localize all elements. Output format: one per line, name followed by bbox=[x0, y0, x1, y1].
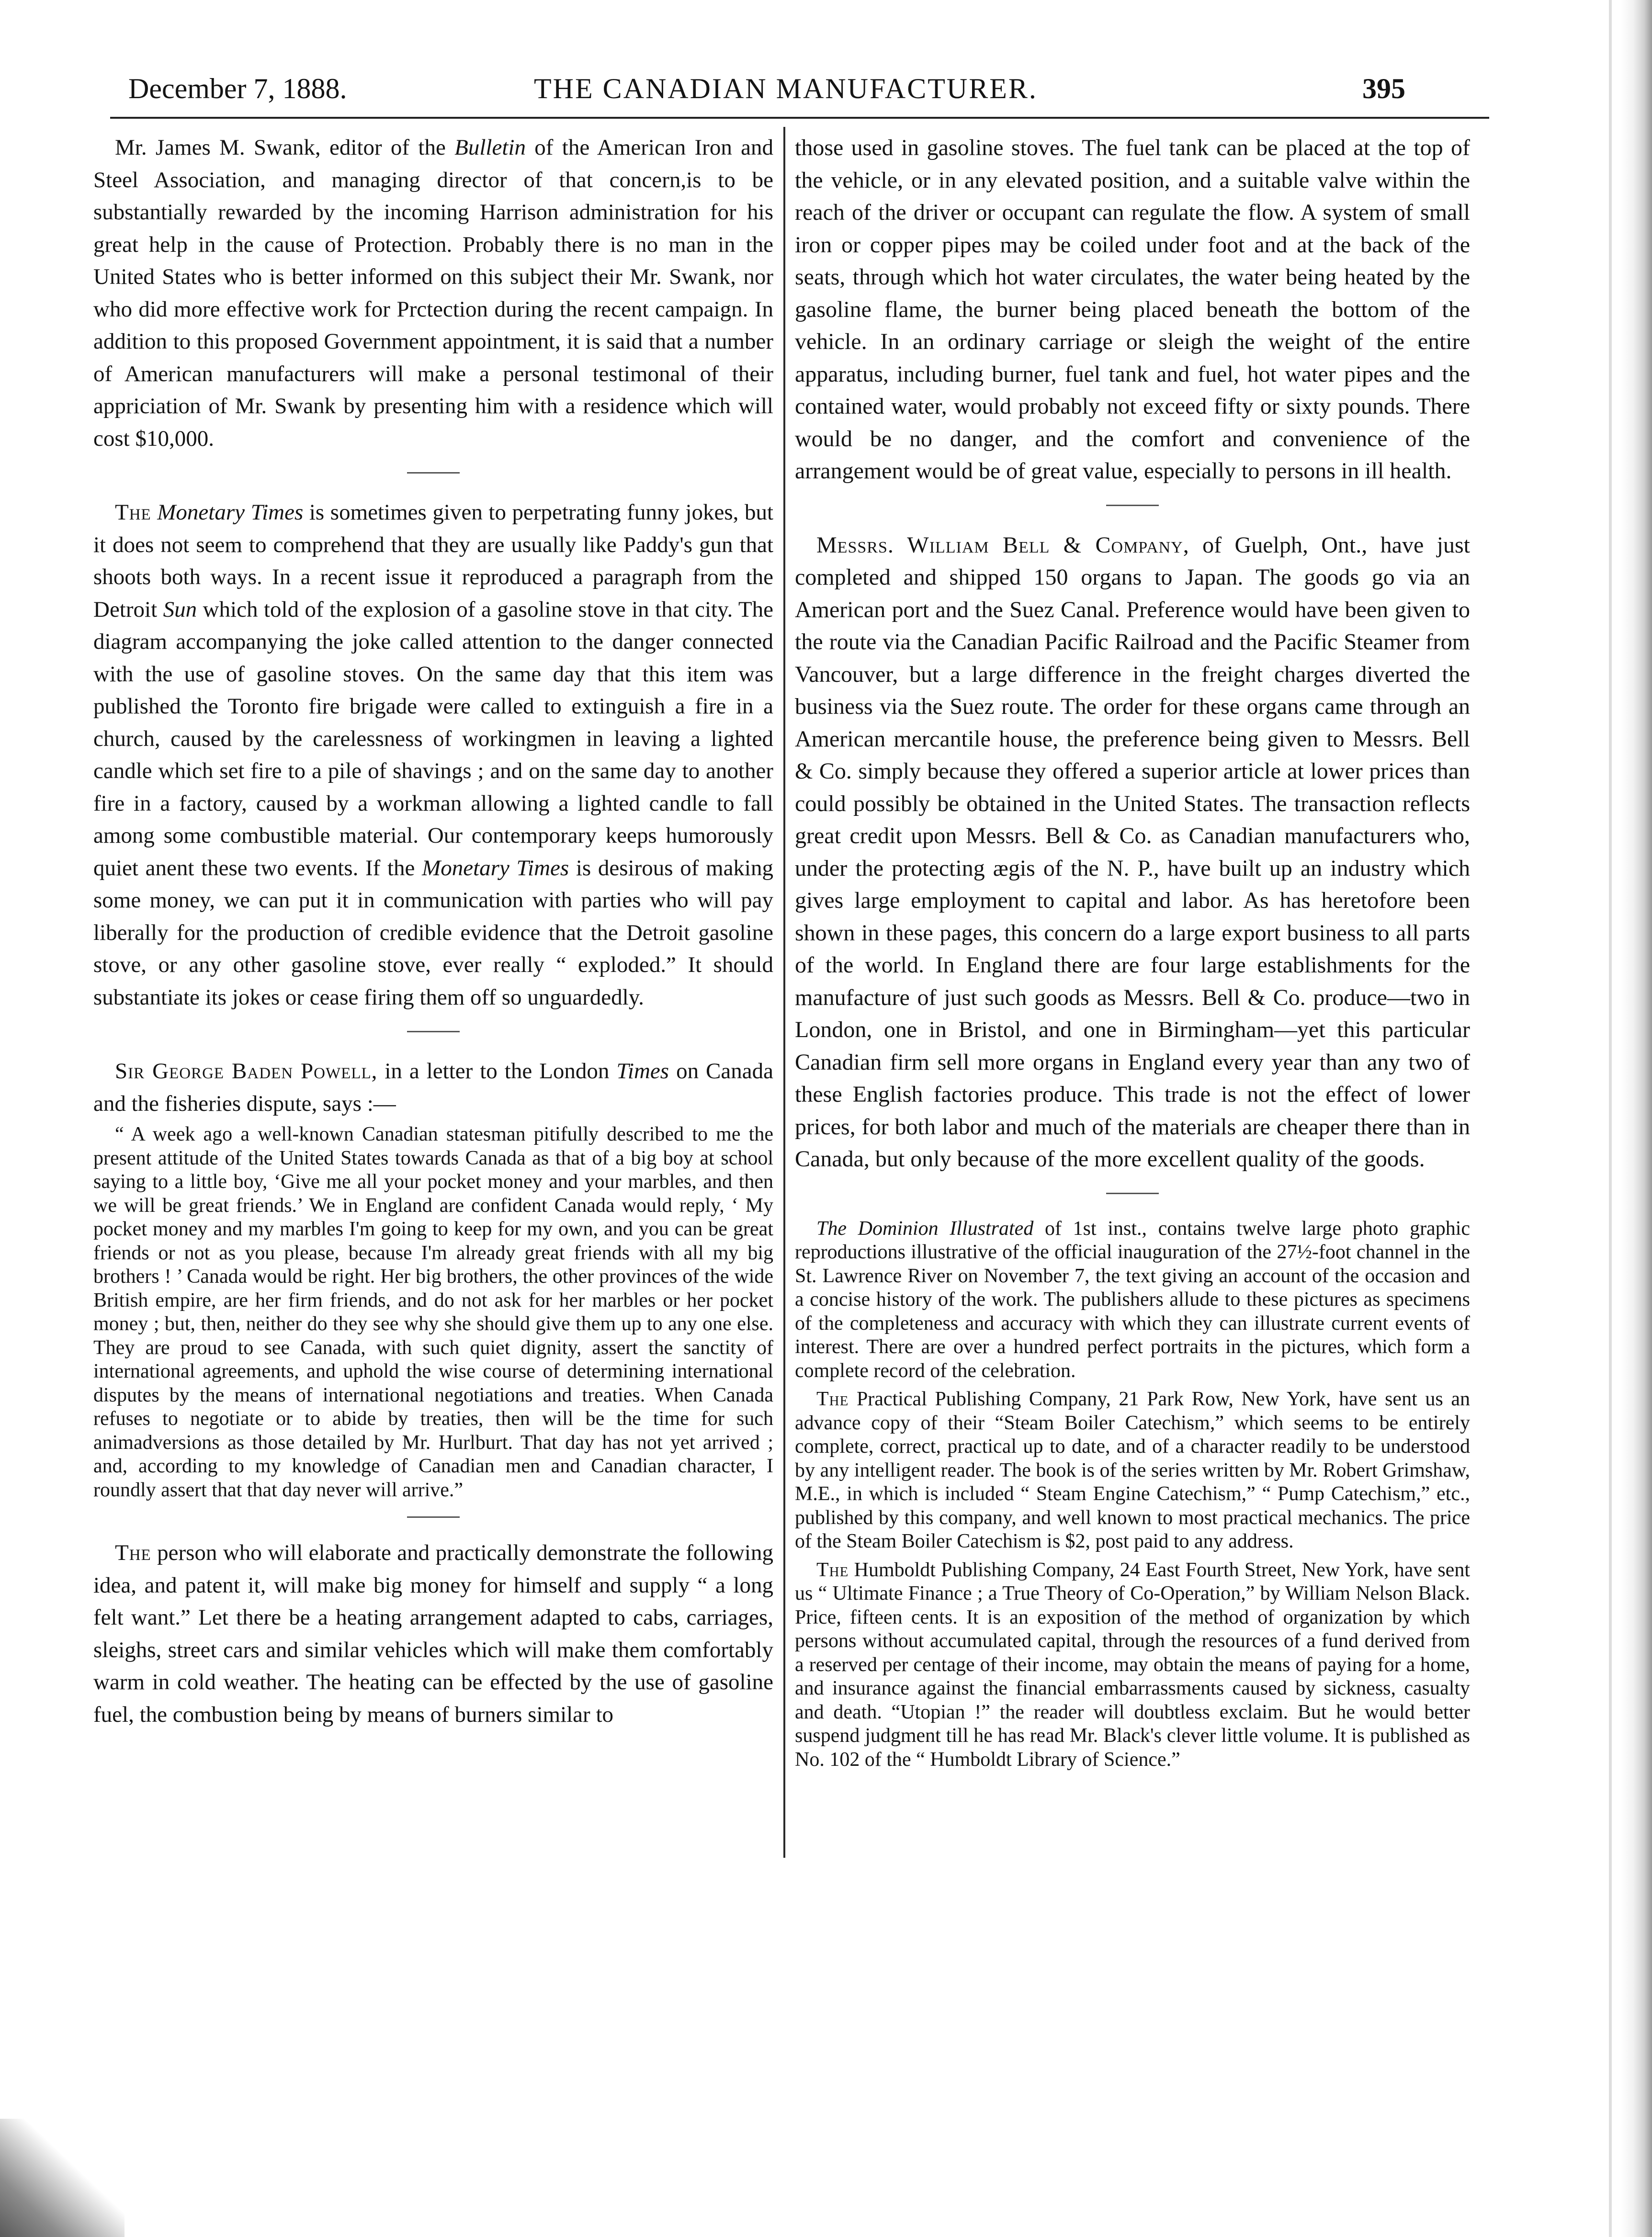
monetary-title-2: Monetary Times bbox=[422, 855, 569, 881]
monetary-text-3: is desirous of making some money, we can put it in communication with parties who will pay liberally for the production of credible evidence that the Detroit gasoline stove, or any other gasoline stove, ever really “ exploded.” It should substantiate its jokes or cease firing them off so unguardedly. bbox=[93, 855, 773, 1010]
right-column bbox=[795, 132, 1470, 1772]
scan-page-edge-shadow bbox=[1621, 0, 1652, 2237]
monetary-text-1: is sometimes given to perpetrating funny jokes, but it does not seem to comprehend that they are usually like Paddy's gun that shoots both ways. In a recent issue it reproduced a paragraph from the Detroit bbox=[93, 500, 773, 622]
powell-quote: “ A week ago a well-known Canadian statesman pitifully described to me the present attitude of the United States towards Canada as that of a big boy at school saying to a little boy, ‘Give me all your pocket money and your marbles, and then we will be great friends.’ We in England are confident Canada would reply, ‘ My pocket money and my marbles I'm going to keep for my own, and you can be great friends or not as you please, because I'm already great friends with all my big brothers ! ’ Canada would be right. Her big brothers, the other provinces of the wide British empire, are her firm friends, and do not ask for her marbles or her pocket money ; but, then, neither do they see why she should give them up to any one else. They are proud to see Canada, with such quiet dignity, assert the sanctity of international agreements, and uphold the wise course of determining international disputes by the means of international negotiations and treaties. When Canada refuses to negotiate or to abide by treaties, then will be the time for such animadversions as those detailed by Mr. Hurlburt. That day has not yet arrived ; and, according to my knowledge of Canadian men and Canadian character, I roundly assert that that day never will arrive.” bbox=[93, 1123, 773, 1501]
swank-text-2: of the American Iron and Steel Association, and managing director of that concern,is to be substantially rewarded by the incoming Harrison administration for his great help in the cause of Protection. Probably there is no man in the United States who is better informed on this subject their Mr. Swank, nor who did more effective work for Prctection during the recent campaign. In addition to this proposed Government appointment, it is said that a number of American manufacturers will make a personal testimonal of their appriciation of Mr. Swank by presenting him with a residence which will cost $10,000. bbox=[93, 135, 774, 451]
article-heating bbox=[93, 1537, 773, 1731]
left-column bbox=[93, 132, 773, 1731]
article-monetary-times bbox=[93, 497, 773, 1014]
monetary-lead-word: The bbox=[115, 500, 151, 525]
article-swank bbox=[93, 132, 773, 455]
article-separator bbox=[407, 472, 460, 474]
bell-text: of Guelph, Ont., have just completed and shipped 150 organs to Japan. The goods go via an American port and the Suez Canal. Preference would have been given to the route via the Canadian Pacific Railroad and the Pacific Steamer from Vancouver, but a large difference in the freight charges diverted the business via the Suez route. The order for these organs came through an American mercantile house, the preference being given to Messrs. Bell & Co. simply because they offered a superior article at lower prices than could possibly be obtained in the United States. The transaction reflects great credit upon Messrs. Bell & Co. as Canadian manufacturers who, under the protecting ægis of the N. P., have built up an industry which gives large employment to capital and labor. As has heretofore been shown in these pages, this concern do a large export business to all parts of the world. In England there are four large establishments for the manufacture of just such goods as Messrs. Bell & Co. produce—two in London, one in Bristol, and one in Birmingham—yet this particular Canadian firm sell more organs in England every year than any two of these English factories produce. This trade is not the effect of lower prices, for both labor and much of the materials are cheaper there than in Canada, but only because of the more excellent quality of the goods. bbox=[795, 532, 1471, 1172]
swank-bulletin-title: Bulletin bbox=[454, 135, 526, 160]
powell-lead-name: Sir George Baden Powell, bbox=[115, 1059, 378, 1084]
article-separator bbox=[407, 1516, 460, 1518]
powell-text-1: in a letter to the London bbox=[377, 1059, 617, 1084]
humboldt-text: Humboldt Publishing Company, 24 East Fourth Street, New York, have sent us “ Ultimate Finance ; a True Theory of Co-Operation,” by William Nelson Black. Price, fifteen cents. It is an exposition of the method of organization by which persons without accumulated capital, through the resources of a fund derived from a reserved per centage of their income, may obtain the means of paying for a home, and insurance against the financial embarrassments caused by sickness, casualty and death. “Utopian !” the reader will doubtless exclaim. But he would better suspend judgment till he has read Mr. Black's clever little volume. It is published as No. 102 of the “ Humboldt Library of Science.” bbox=[795, 1559, 1470, 1771]
notice-dominion-illustrated bbox=[795, 1217, 1470, 1383]
practical-lead-word: The bbox=[816, 1388, 849, 1410]
powell-times-title: Times bbox=[616, 1059, 669, 1084]
header-rule bbox=[110, 117, 1489, 119]
notice-practical-publishing bbox=[795, 1388, 1470, 1554]
monetary-title-1: Monetary Times bbox=[157, 500, 304, 525]
article-heating-continued: those used in gasoline stoves. The fuel tank can be placed at the top of the vehicle, or in any elevated position, and a suitable valve within the reach of the driver or occupant can regulate the flow. A system of small iron or copper pipes may be coiled under foot and at the back of the seats, through which hot water circulates, the water being heated by the gasoline flame, the burner being placed beneath the bottom of the vehicle. In an ordinary carriage or sleigh the weight of the entire apparatus, including burner, fuel tank and fuel, hot water pipes and the contained water, would probably not exceed fifty or sixty pounds. There would be no danger, and the comfort and convenience of the arrangement would be of great value, especially to persons in ill health. bbox=[795, 135, 1470, 484]
powell-text-2: on Canada and the fisheries dispute, says :— bbox=[93, 1059, 773, 1116]
scan-corner-shadow bbox=[0, 2119, 124, 2237]
header-title: THE CANADIAN MANUFACTURER. bbox=[534, 73, 1038, 104]
heating-text: person who will elaborate and practically demonstrate the following idea, and patent it, will make big money for himself and supply “ a long felt want.” Let there be a heating arrangement adapted to cabs, carriages, sleighs, street cars and similar vehicles which will make them comfortably warm in cold weather. The heating can be effected by the use of gasoline fuel, the combustion being by means of burners similar to bbox=[93, 1540, 773, 1727]
article-bell-company bbox=[795, 529, 1470, 1175]
header-page-number: 395 bbox=[1362, 73, 1405, 104]
article-baden-powell bbox=[93, 1055, 773, 1120]
article-separator bbox=[1106, 1193, 1159, 1194]
dominion-title: The Dominion Illustrated bbox=[816, 1217, 1034, 1240]
bell-lead-name: Messrs. William Bell & Company, bbox=[816, 532, 1189, 558]
swank-text-1: Mr. James M. Swank, editor of the bbox=[115, 135, 455, 160]
article-separator bbox=[1106, 505, 1159, 506]
heating-lead-word: The bbox=[115, 1540, 151, 1565]
column-divider bbox=[783, 127, 785, 1858]
monetary-sun-title: Sun bbox=[163, 597, 197, 622]
humboldt-lead-word: The bbox=[816, 1559, 849, 1581]
monetary-text-2: which told of the explosion of a gasoline stove in that city. The diagram accompanying the joke called attention to the danger connected with the use of gasoline stoves. On the same day that this item was published the Toronto fire brigade were called to extinguish a fire in a church, caused by the carelessness of workingmen in leaving a lighted candle which set fire to a pile of shavings ; and on the same day to another fire in a factory, caused by a workman allowing a lighted candle to fall among some combustible material. Our contemporary keeps humorously quiet anent these two events. If the bbox=[93, 597, 773, 881]
article-separator bbox=[407, 1031, 460, 1032]
header-date: December 7, 1888. bbox=[128, 73, 347, 104]
scan-edge-line bbox=[1609, 0, 1612, 2237]
notice-humboldt-publishing bbox=[795, 1559, 1470, 1772]
practical-text: Practical Publishing Company, 21 Park Row, New York, have sent us an advance copy of their “Steam Boiler Catechism,” which seems to be entirely complete, correct, practical up to date, and of a character readily to be understood by any intelligent reader. The book is of the series written by Mr. Robert Grimshaw, M.E., in which is included “ Steam Engine Catechism,” “ Pump Catechism,” etc., published by this company, and well known to most practical mechanics. The price of the Steam Boiler Catechism is $2, post paid to any address. bbox=[795, 1388, 1470, 1552]
dominion-text: of 1st inst., contains twelve large photo graphic reproductions illustrative of the official inauguration of the 27½-foot channel in the St. Lawrence River on November 7, the text giving an account of the occasion and a concise history of the work. The publishers allude to these pictures as specimens of the completeness and accuracy with which they can illustrate current events of interest. There are over a hundred perfect portraits in the pictures, which form a complete record of the celebration. bbox=[795, 1217, 1471, 1382]
